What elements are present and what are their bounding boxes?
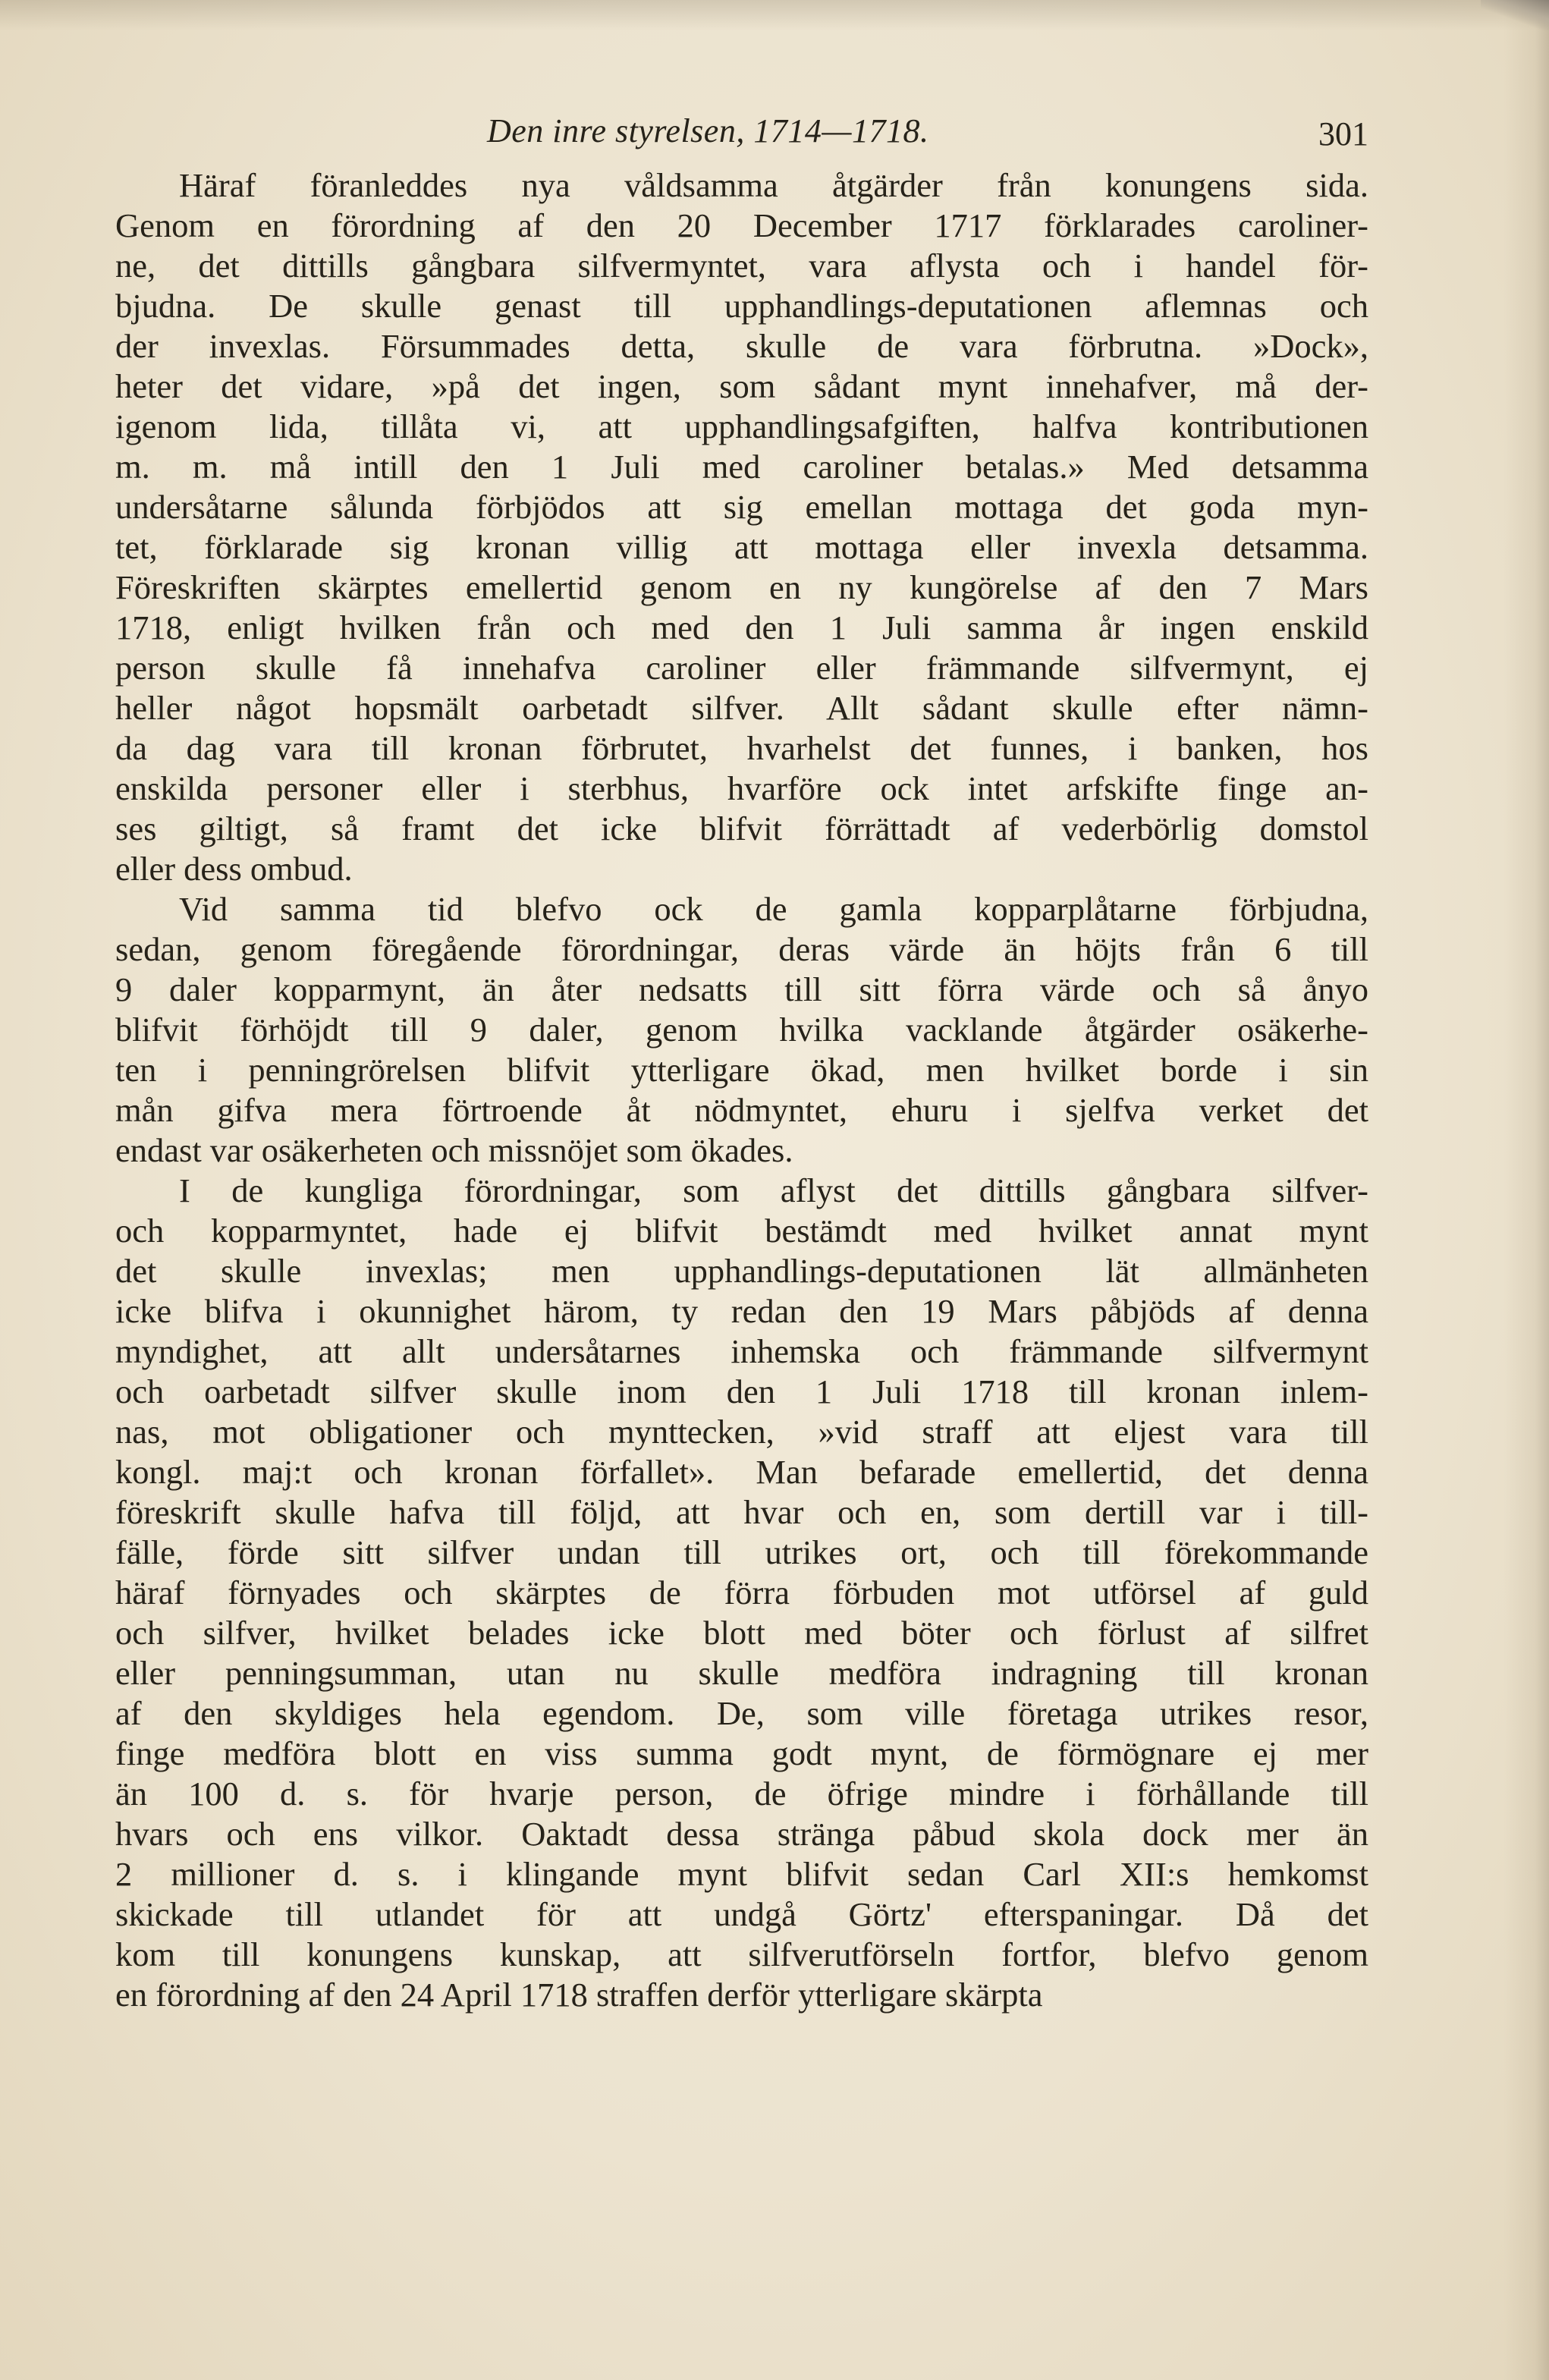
page-edge-shadow-top [0, 0, 1549, 30]
text-line: och kopparmyntet, hade ej blifvit bestämdt med hvilket annat mynt [115, 1212, 1368, 1250]
text-line: af den skyldiges hela egendom. De, som ville företaga utrikes resor, [115, 1694, 1368, 1732]
paragraph [115, 165, 1368, 889]
text-line: undersåtarne sålunda förbjödos att sig emellan mottaga det goda myn- [115, 488, 1368, 526]
text-line: ne, det dittills gångbara silfvermyntet, vara aflysta och i handel för- [115, 247, 1368, 285]
text-line: en förordning af den 24 April 1718 straffen derför ytterligare skärpta [115, 1976, 1043, 2014]
text-line: m. m. må intill den 1 Juli med caroliner betalas.» Med detsamma [115, 448, 1368, 486]
text-line: heller något hopsmält oarbetadt silfver. Allt sådant skulle efter nämn- [115, 689, 1368, 727]
text-line: heter det vidare, »på det ingen, som sådant mynt innehafver, må der- [115, 367, 1368, 405]
text-line: det skulle invexlas; men upphandlings-deputationen lät allmänheten [115, 1252, 1368, 1290]
body-text [115, 165, 1368, 2015]
paragraph [115, 1171, 1368, 2015]
text-line: och silfver, hvilket belades icke blott med böter och förlust af silfret [115, 1614, 1368, 1652]
text-line: Genom en förordning af den 20 December 1717 förklarades caroliner- [115, 206, 1368, 244]
text-line: bjudna. De skulle genast till upphandlings-deputationen aflemnas och [115, 287, 1368, 325]
page-number: 301 [1318, 115, 1368, 152]
text-line: fälle, förde sitt silfver undan till utrikes ort, och till förekommande [115, 1533, 1368, 1571]
text-line: nas, mot obligationer och mynttecken, »vid straff att eljest vara till [115, 1413, 1368, 1451]
text-line: och oarbetadt silfver skulle inom den 1 Juli 1718 till kronan inlem- [115, 1372, 1368, 1410]
text-line: hvars och ens vilkor. Oaktadt dessa stränga påbud skola dock mer än [115, 1815, 1368, 1853]
text-line: föreskrift skulle hafva till följd, att hvar och en, som dertill var i till- [115, 1493, 1368, 1531]
text-line: finge medföra blott en viss summa godt mynt, de förmögnare ej mer [115, 1734, 1368, 1772]
text-line: skickade till utlandet för att undgå Görtz' efterspaningar. Då det [115, 1895, 1368, 1933]
text-line: kongl. maj:t och kronan förfallet». Man befarade emellertid, det denna [115, 1453, 1368, 1491]
text-line: mån gifva mera förtroende åt nödmyntet, ehuru i sjelfva verket det [115, 1091, 1368, 1129]
text-line: eller penningsumman, utan nu skulle medföra indragning till kronan [115, 1654, 1368, 1692]
text-line: Föreskriften skärptes emellertid genom en ny kungörelse af den 7 Mars [115, 568, 1368, 606]
text-line: I de kungliga förordningar, som aflyst det dittills gångbara silfver- [179, 1171, 1368, 1209]
text-line: der invexlas. Försummades detta, skulle de vara förbrutna. »Dock», [115, 327, 1368, 365]
text-line: än 100 d. s. för hvarje person, de öfrige mindre i förhållande till [115, 1775, 1368, 1813]
text-line: ten i penningrörelsen blifvit ytterligare ökad, men hvilket borde i sin [115, 1051, 1368, 1089]
text-line: 1718, enligt hvilken från och med den 1 Juli samma år ingen enskild [115, 608, 1368, 646]
text-line: enskilda personer eller i sterbhus, hvarföre ock intet arfskifte finge an- [115, 769, 1368, 807]
text-line: person skulle få innehafva caroliner eller främmande silfvermynt, ej [115, 649, 1368, 687]
text-line: sedan, genom föregående förordningar, deras värde än höjts från 6 till [115, 930, 1368, 968]
page-edge-shadow-right [1503, 0, 1549, 2380]
text-line: Vid samma tid blefvo ock de gamla kopparplåtarne förbjudna, [179, 890, 1368, 928]
text-line: tet, förklarade sig kronan villig att mottaga eller invexla detsamma. [115, 528, 1368, 566]
text-line: Häraf föranleddes nya våldsamma åtgärder från konungens sida. [179, 166, 1368, 204]
page-corner-fold [1481, 0, 1549, 30]
page-header [115, 105, 1368, 158]
paragraph [115, 889, 1368, 1171]
text-line: kom till konungens kunskap, att silfverutförseln fortfor, blefvo genom [115, 1935, 1368, 1973]
text-line: icke blifva i okunnighet härom, ty redan den 19 Mars påbjöds af denna [115, 1292, 1368, 1330]
text-line: 9 daler kopparmynt, än åter nedsatts till sitt förra värde och så ånyo [115, 970, 1368, 1008]
text-line: eller dess ombud. [115, 850, 353, 888]
text-line: da dag vara till kronan förbrutet, hvarhelst det funnes, i banken, hos [115, 729, 1368, 767]
text-line: endast var osäkerheten och missnöjet som ökades. [115, 1131, 793, 1169]
text-line: ses giltigt, så framt det icke blifvit förrättadt af vederbörlig domstol [115, 810, 1368, 847]
text-line: blifvit förhöjdt till 9 daler, genom hvilka vacklande åtgärder osäkerhe- [115, 1011, 1368, 1049]
text-line: 2 millioner d. s. i klingande mynt blifvit sedan Carl XII:s hemkomst [115, 1855, 1368, 1893]
text-line: myndighet, att allt undersåtarnes inhemska och främmande silfvermynt [115, 1332, 1368, 1370]
running-head: Den inre styrelsen, 1714—1718. [487, 112, 929, 149]
text-line: igenom lida, tillåta vi, att upphandlingsafgiften, halfva kontributionen [115, 407, 1368, 445]
text-line: häraf förnyades och skärptes de förra förbuden mot utförsel af guld [115, 1574, 1368, 1611]
